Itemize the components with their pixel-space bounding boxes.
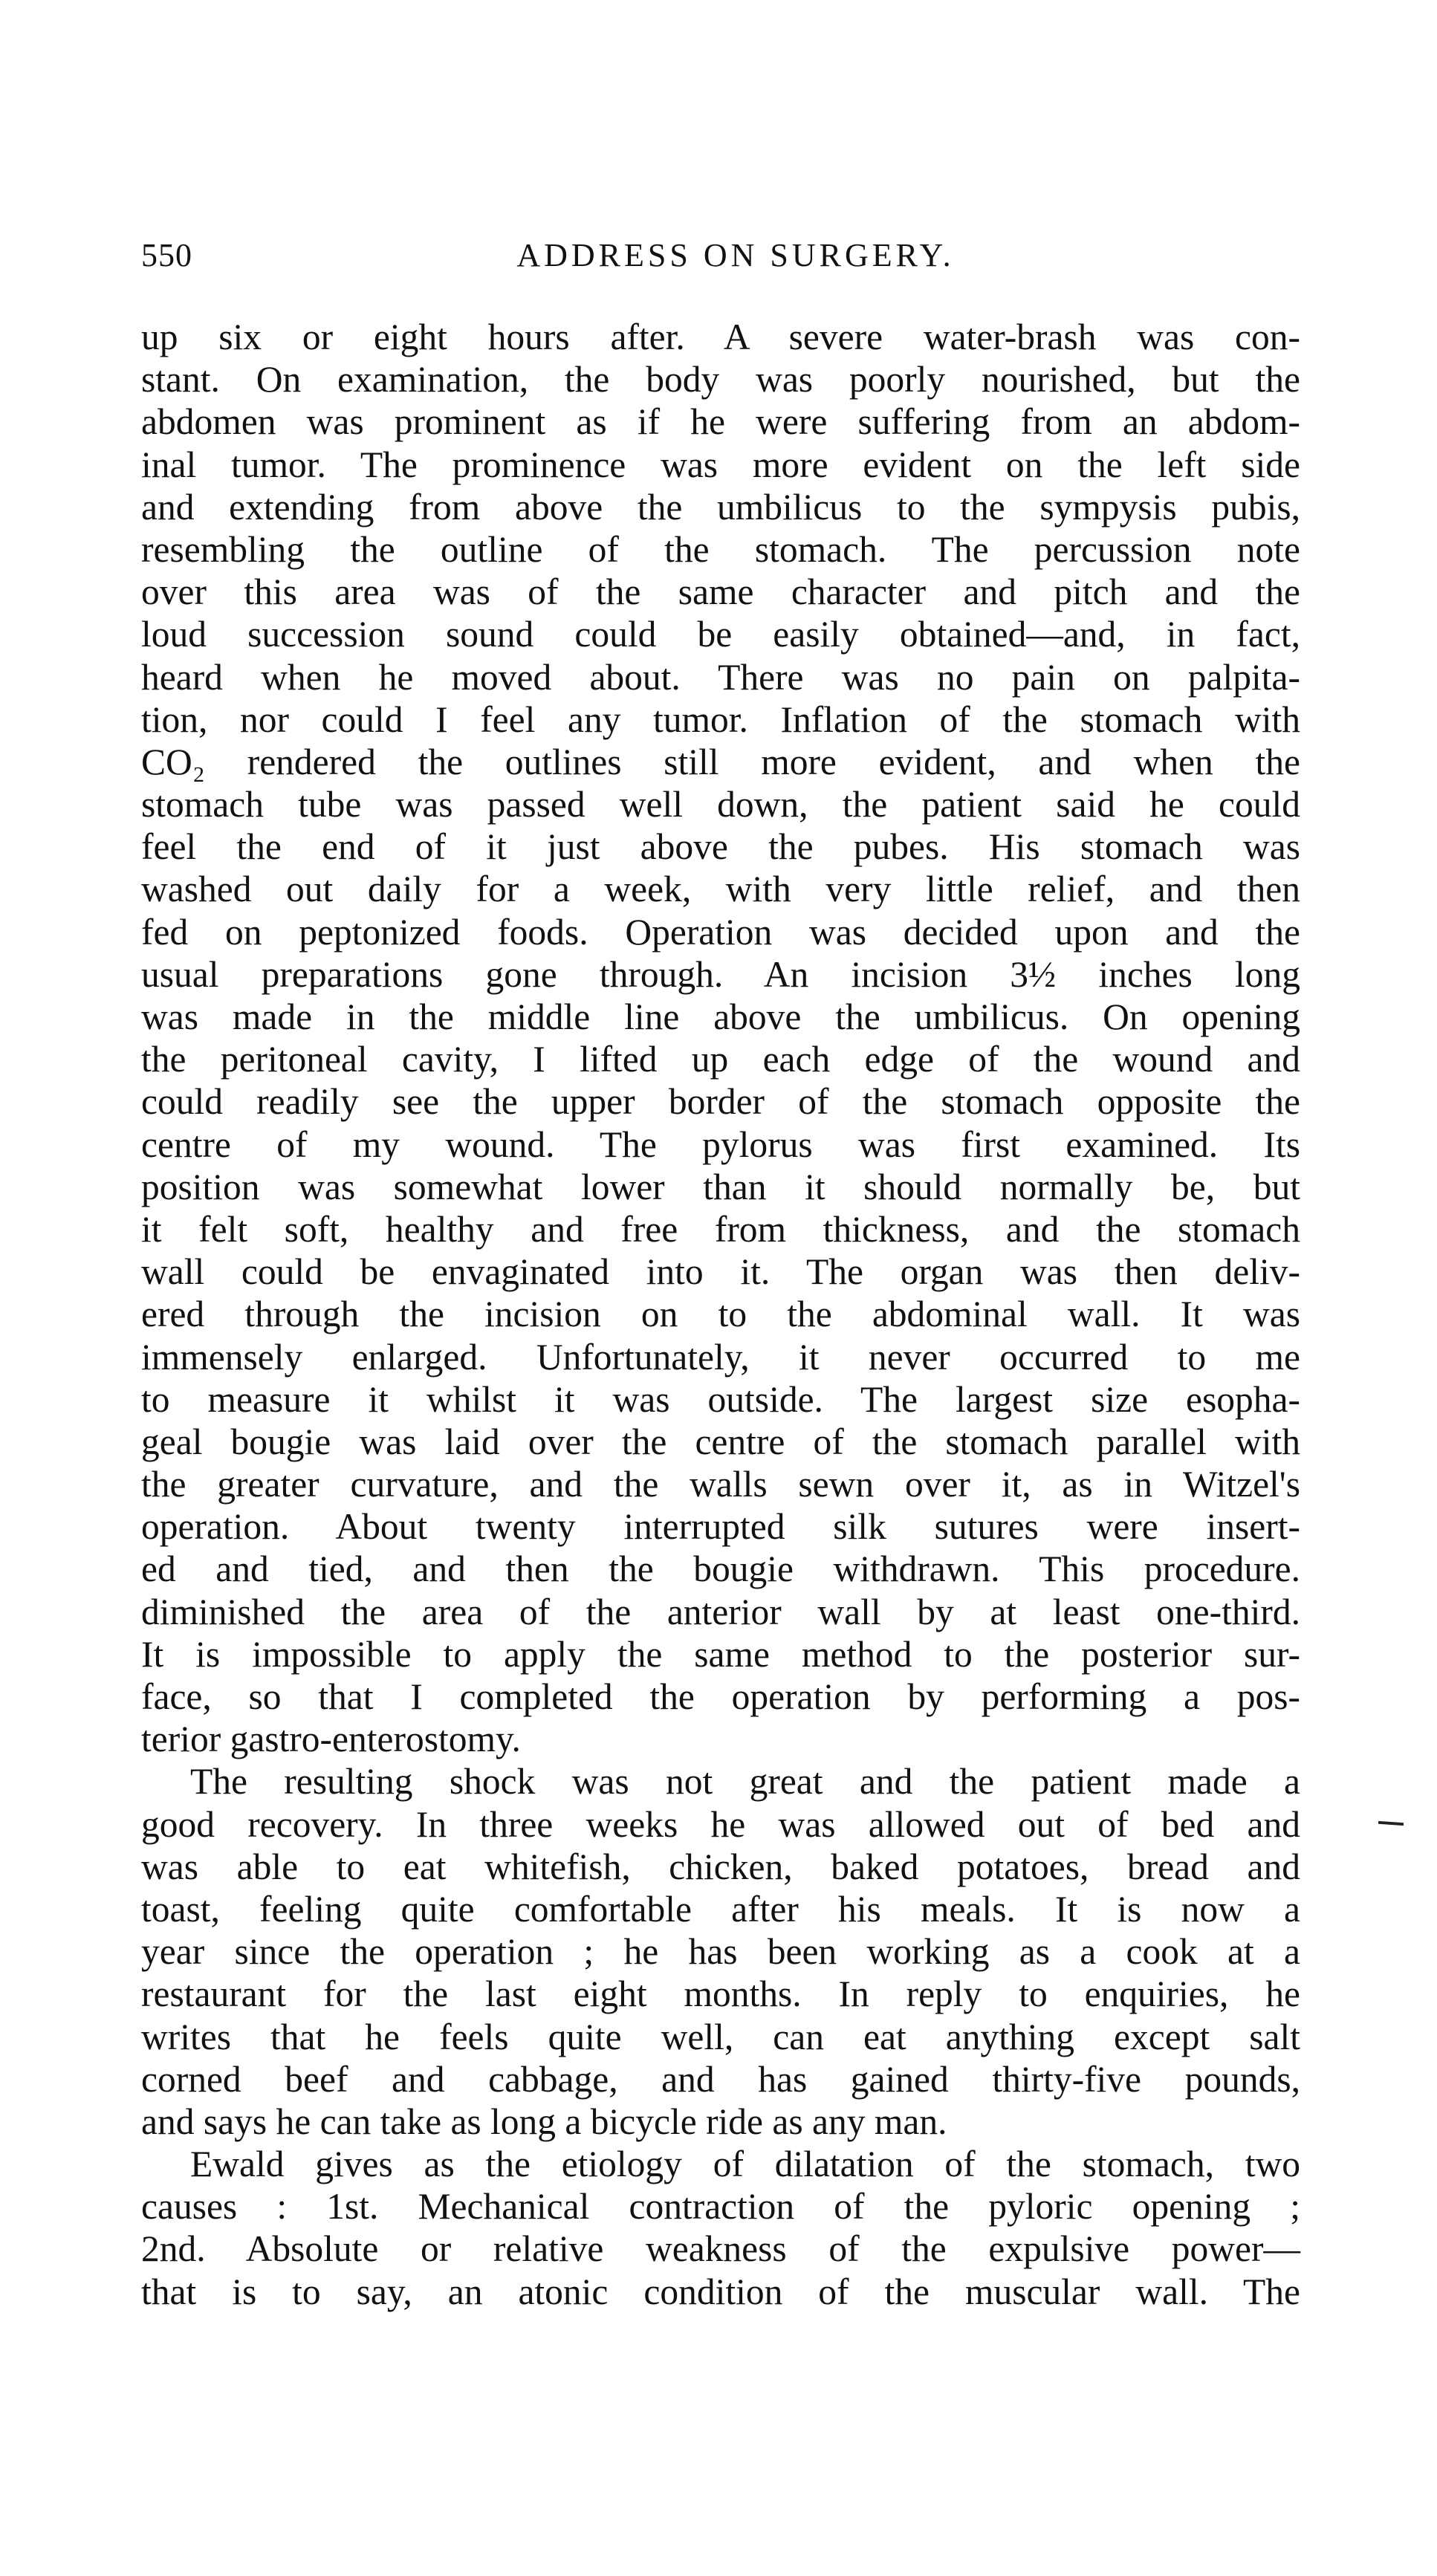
text-line: geal bougie was laid over the centre of the stomach parallel with	[141, 1421, 1300, 1462]
page-number: 550	[141, 237, 192, 273]
text-line: over this area was of the same character and pitch and the	[141, 571, 1300, 613]
text-line: loud succession sound could be easily obtained—and, in fact,	[141, 614, 1300, 655]
text-line: that is to say, an atonic condition of the muscular wall. The	[141, 2271, 1300, 2312]
text-line: fed on peptonized foods. Operation was decided upon and the	[141, 911, 1300, 953]
text-line: good recovery. In three weeks he was allowed out of bed and	[141, 1803, 1300, 1845]
text-line: resembling the outline of the stomach. The percussion note	[141, 528, 1300, 570]
text-line: centre of my wound. The pylorus was first examined. Its	[141, 1123, 1300, 1165]
paragraph-start-line: The resulting shock was not great and the patient made a	[190, 1761, 1300, 1803]
paragraph-end-line: and says he can take as long a bicycle ride as any man.	[141, 2100, 947, 2142]
paragraph-end-line: terior gastro-enterostomy.	[141, 1719, 521, 1760]
text-line: CO₂ rendered the outlines still more evident, and when the	[141, 741, 1300, 782]
text-line: position was somewhat lower than it should normally be, but	[141, 1166, 1300, 1207]
text-line: restaurant for the last eight months. In reply to enquiries, he	[141, 1973, 1300, 2015]
text-line: washed out daily for a week, with very little relief, and then	[141, 869, 1300, 910]
text-line: could readily see the upper border of the stomach opposite the	[141, 1081, 1300, 1123]
text-line: feel the end of it just above the pubes. His stomach was	[141, 826, 1300, 868]
text-line: wall could be envaginated into it. The organ was then deliv-	[141, 1251, 1300, 1293]
text-line: usual preparations gone through. An incision 3½ inches long	[141, 953, 1300, 995]
text-line: face, so that I completed the operation by performing a pos-	[141, 1676, 1300, 1717]
text-line: stant. On examination, the body was poorly nourished, but the	[141, 359, 1300, 400]
text-line: operation. About twenty interrupted silk sutures were insert-	[141, 1506, 1300, 1548]
text-line: abdomen was prominent as if he were suffering from an abdom-	[141, 401, 1300, 443]
text-line: It is impossible to apply the same method to the posterior sur-	[141, 1633, 1300, 1675]
text-line: was made in the middle line above the umbilicus. On opening	[141, 996, 1300, 1037]
text-line: ed and tied, and then the bougie withdrawn. This procedure.	[141, 1548, 1300, 1590]
text-line: year since the operation ; he has been working as a cook at a	[141, 1931, 1300, 1973]
margin-dash-mark	[1378, 1821, 1404, 1826]
text-line: the greater curvature, and the walls sewn over it, as in Witzel's	[141, 1464, 1300, 1505]
text-line: toast, feeling quite comfortable after his meals. It is now a	[141, 1888, 1300, 1930]
text-line: 2nd. Absolute or relative weakness of the expulsive power—	[141, 2228, 1300, 2270]
text-line: and extending from above the umbilicus to the sympysis pubis,	[141, 486, 1300, 528]
text-line: immensely enlarged. Unfortunately, it never occurred to me	[141, 1336, 1300, 1378]
text-line: corned beef and cabbage, and has gained thirty-five pounds,	[141, 2058, 1300, 2100]
paragraph-start-line: Ewald gives as the etiology of dilatation of the stomach, two	[190, 2144, 1300, 2185]
text-line: to measure it whilst it was outside. The largest size esopha-	[141, 1378, 1300, 1420]
text-line: was able to eat whitefish, chicken, baked potatoes, bread and	[141, 1846, 1300, 1887]
text-line: it felt soft, healthy and free from thickness, and the stomach	[141, 1208, 1300, 1250]
text-line: stomach tube was passed well down, the patient said he could	[141, 784, 1300, 825]
text-line: writes that he feels quite well, can eat anything except salt	[141, 2016, 1300, 2057]
text-line: ered through the incision on to the abdominal wall. It was	[141, 1294, 1300, 1335]
text-line: inal tumor. The prominence was more evident on the left side	[141, 444, 1300, 485]
text-line: causes : 1st. Mechanical contraction of the pyloric opening ;	[141, 2186, 1300, 2228]
text-line: diminished the area of the anterior wall by at least one-third.	[141, 1591, 1300, 1632]
text-line: the peritoneal cavity, I lifted up each edge of the wound and	[141, 1039, 1300, 1080]
running-head	[141, 236, 1300, 281]
text-line: tion, nor could I feel any tumor. Inflation of the stomach with	[141, 698, 1300, 740]
text-line: up six or eight hours after. A severe water-brash was con-	[141, 317, 1300, 357]
running-title: ADDRESS ON SURGERY.	[516, 237, 955, 273]
body-text	[141, 316, 1300, 2313]
text-line: heard when he moved about. There was no pain on palpita-	[141, 656, 1300, 698]
